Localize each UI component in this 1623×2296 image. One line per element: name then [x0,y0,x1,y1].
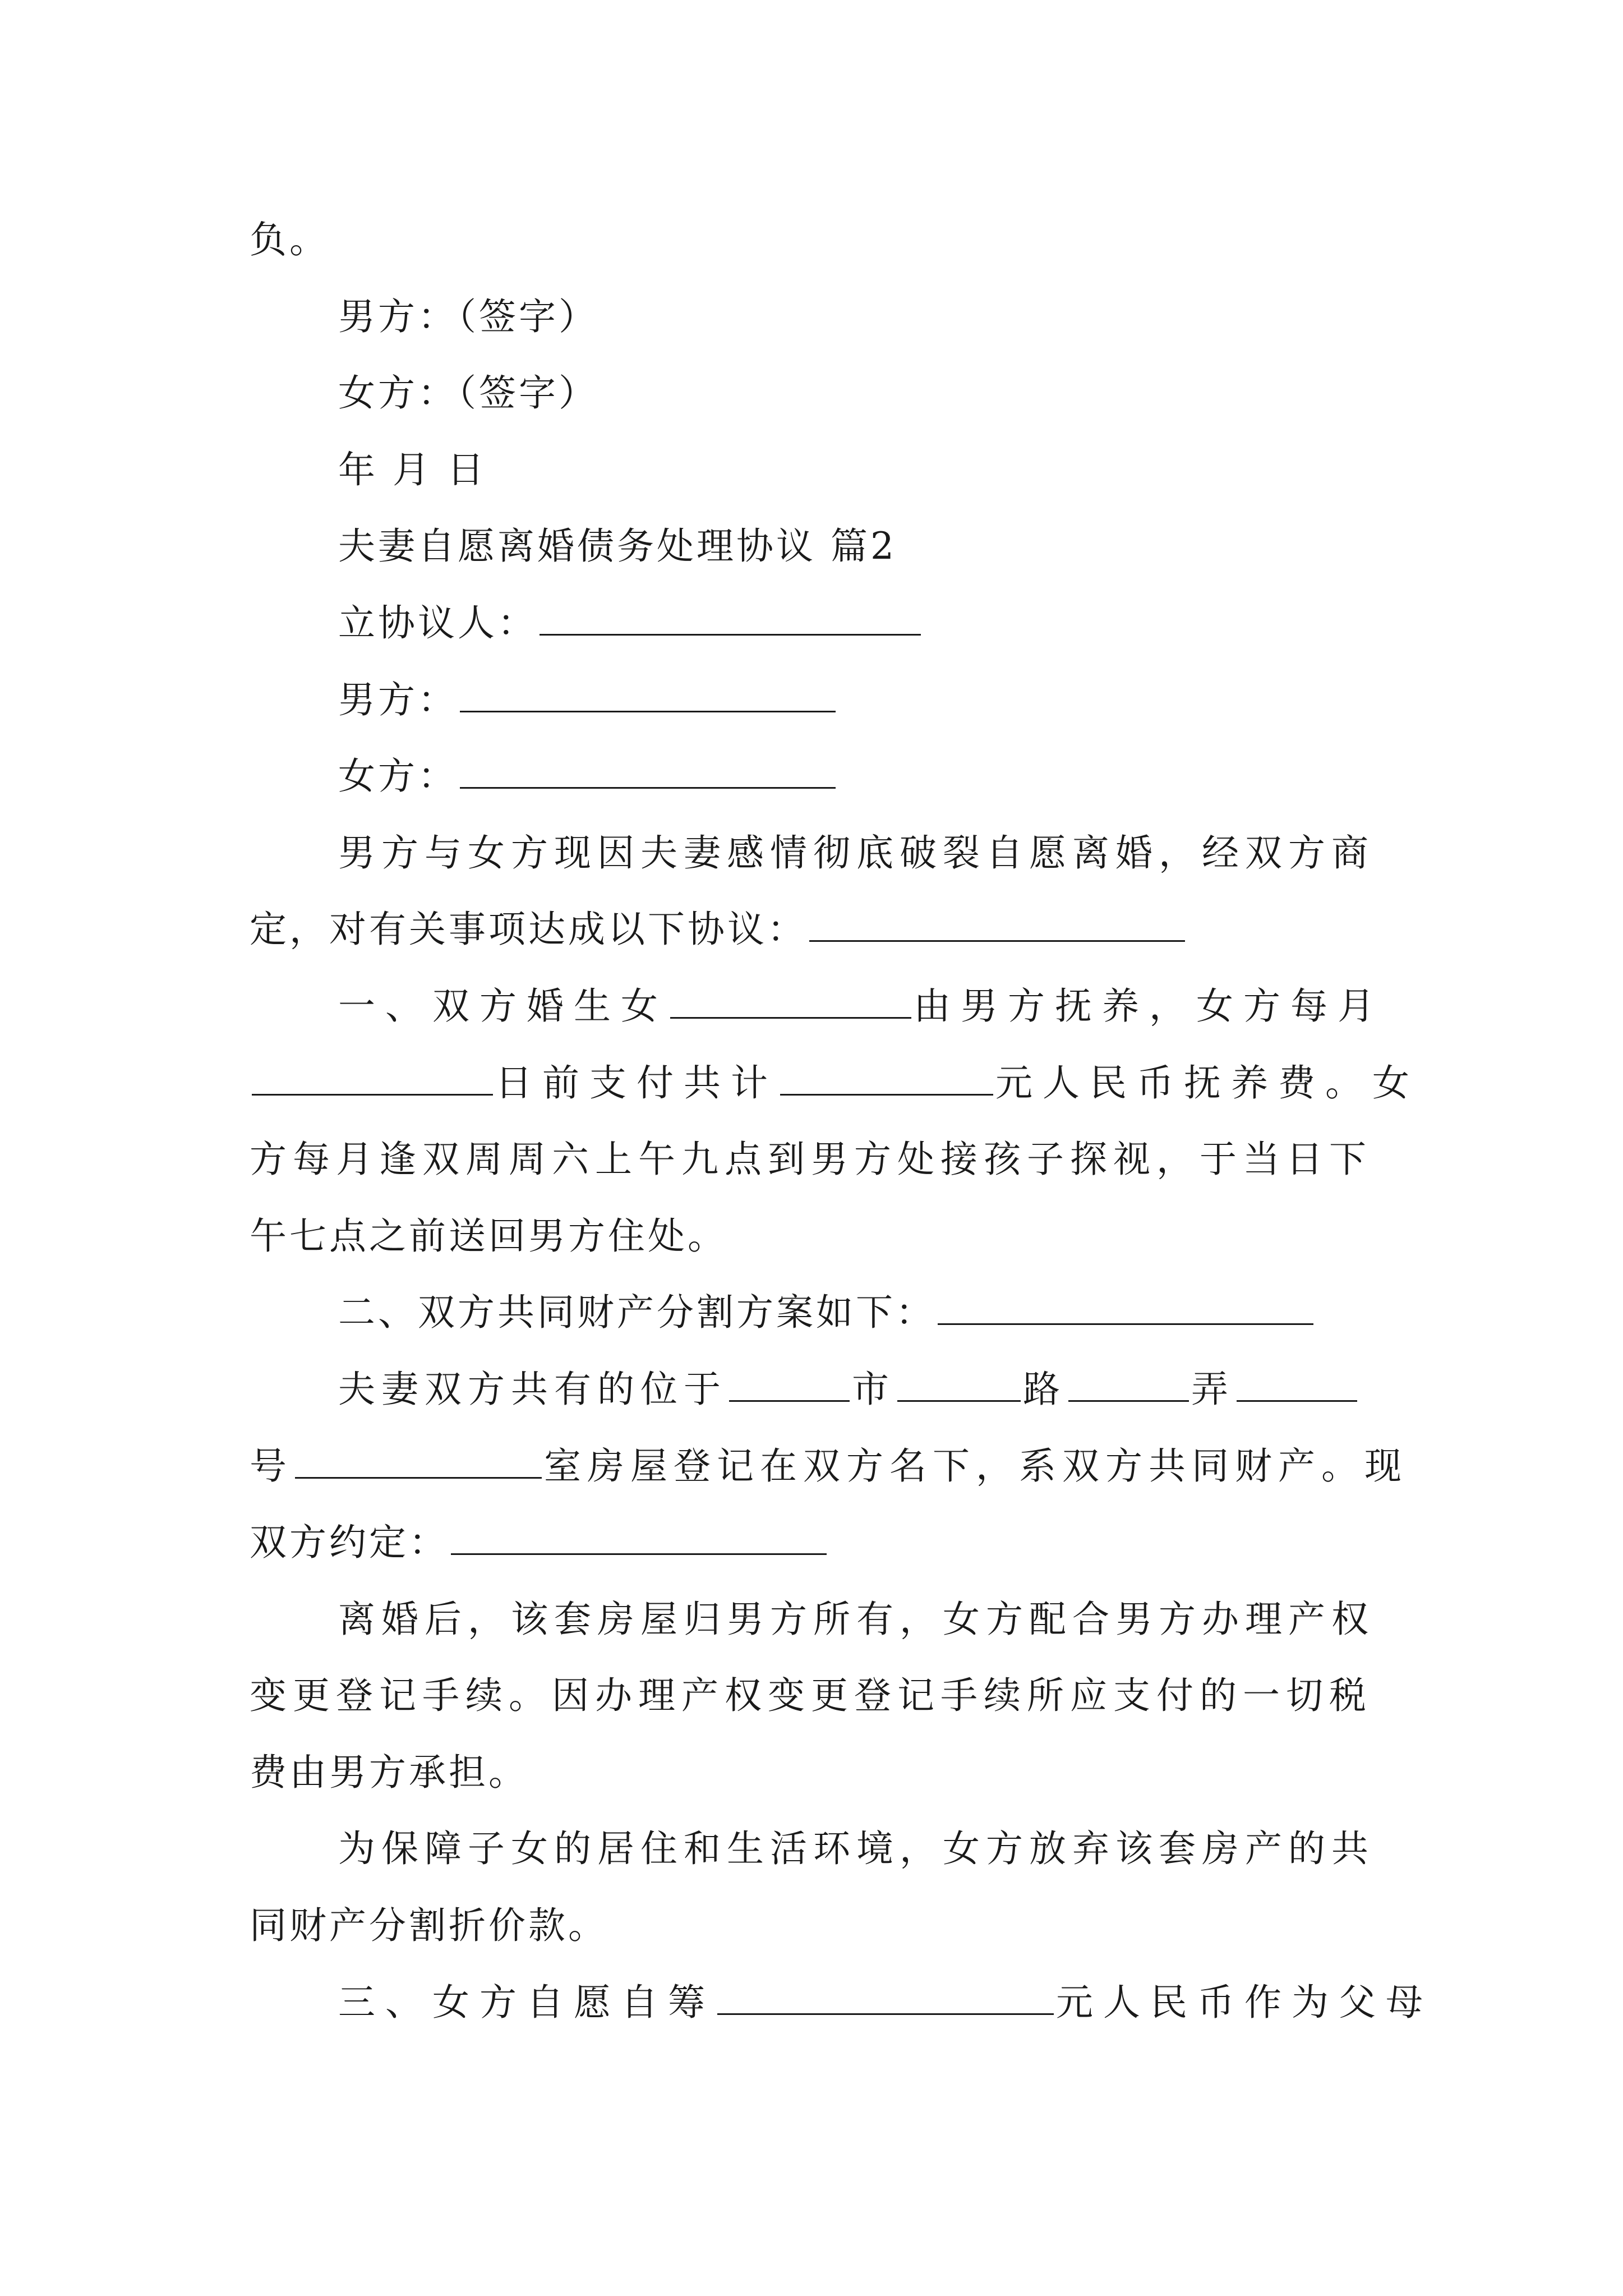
blank-field [780,1061,993,1096]
paragraph-line: 午七点之前送回男方住处。 [250,1214,727,1258]
blank-field [897,1368,1021,1402]
paragraph-line: 方每月逢双周周六上午九点到男方处接孩子探视，于当日下 [250,1138,1372,1181]
paragraph-line: 夫妻双方共有的位于 市 路 弄 [250,1351,1394,1428]
paragraph-line: 双方约定： [250,1504,1394,1581]
blank-field [540,601,921,636]
document-page [250,202,1433,2041]
blank-field [809,908,1185,942]
male-signature-line: 男方：（签字） [338,295,598,338]
blank-field [717,1981,1054,2015]
text-line: 负。 [250,218,329,261]
blank-field [451,1521,827,1555]
female-party-line: 女方： [250,738,1394,815]
paragraph-line: 男方与女方现因夫妻感情彻底破裂自愿离婚，经双方商 [338,831,1375,875]
paragraph-line: 日前支付共计 元人民币抚养费。女 [250,1045,1394,1122]
section-heading: 夫妻自愿离婚债务处理协议 篇2 [338,524,897,568]
paragraph-line: 变更登记手续。因办理产权变更登记手续所应支付的一切税 [250,1674,1372,1718]
blank-field [729,1368,850,1402]
blank-field [1237,1368,1357,1402]
male-party-line: 男方： [250,662,1394,739]
blank-field [670,984,911,1019]
party-line: 立协议人： [250,585,1394,662]
blank-field [295,1444,542,1479]
blank-field [1068,1368,1189,1402]
blank-field [460,678,836,712]
female-signature-line: 女方：（签字） [338,371,598,415]
paragraph-line: 定，对有关事项达成以下协议： [250,891,1394,968]
paragraph-line: 同财产分割折价款。 [250,1904,608,1948]
paragraph-line: 号 室房屋登记在双方名下，系双方共同财产。现 [250,1444,1408,1488]
paragraph-line: 为保障子女的居住和生活环境，女方放弃该套房产的共 [338,1827,1375,1871]
paragraph-line: 离婚后，该套房屋归男方所有，女方配合男方办理产权 [338,1597,1375,1641]
paragraph-line: 费由男方承担。 [250,1750,528,1794]
blank-field [252,1061,493,1096]
clause-two-line: 二、双方共同财产分割方案如下： [250,1274,1394,1351]
clause-one-line: 一、双方婚生女 由男方抚养，女方每月 [338,984,1385,1028]
blank-field [938,1291,1313,1325]
blank-field [460,754,836,789]
date-line: 年 月 日 [338,448,487,491]
clause-three-line: 三、女方自愿自筹 元人民币作为父母 [338,1980,1433,2024]
